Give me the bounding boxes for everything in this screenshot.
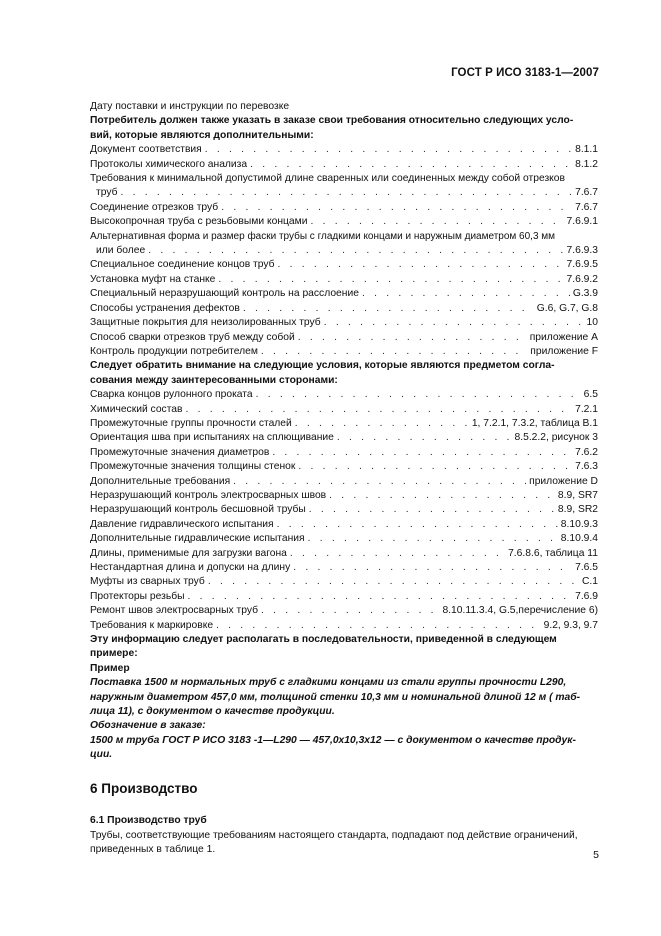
paragraph-line: Трубы, соответствующие требованиям настоящего стандарта, подпадают под действие ограничений, <box>90 829 578 841</box>
paragraph-line: Эту информацию следует располагать в последовательности, приведенной в следующем <box>90 634 557 646</box>
list-item-label: Требования к маркировке <box>90 619 214 631</box>
list-item <box>90 460 598 474</box>
leader-dots <box>272 446 572 460</box>
list-item-label: Протекторы резьбы <box>90 590 185 602</box>
list-item-ref: С.1 <box>581 576 598 588</box>
list-item-label: Муфты из сварных труб <box>90 576 205 588</box>
list-item <box>90 388 598 402</box>
paragraph-line: приведенных в таблице 1. <box>90 843 216 855</box>
list-item-label: Неразрушающий контроль бесшовной трубы <box>90 504 306 516</box>
list-item <box>90 273 598 287</box>
list-item <box>90 431 598 445</box>
list-item-ref: 8.10.11.3.4, G.5,перечисление 6) <box>442 605 598 617</box>
list-item <box>90 518 598 532</box>
paragraph-customer-requirements <box>90 114 598 143</box>
paragraph-line: Поставка 1500 м нормальных труб с гладкими концами из стали группы прочности L290, <box>90 677 567 689</box>
leader-dots <box>121 186 573 200</box>
list-item <box>90 590 598 604</box>
list-item-label: Сварка концов рулонного проката <box>90 389 253 401</box>
list-item <box>90 316 598 330</box>
list-item-ref: приложение А <box>529 331 598 343</box>
list-item-label: Установка муфт на станке <box>90 273 216 285</box>
leader-dots <box>278 258 564 272</box>
leader-dots <box>250 158 572 172</box>
paragraph-line: вий, которые являются дополнительными: <box>90 129 314 141</box>
list-item-label: Промежуточные значения толщины стенок <box>90 461 296 473</box>
list-item-label: Специальный неразрушающий контроль на расслоение <box>90 288 359 300</box>
leader-dots <box>324 316 584 330</box>
designation-title: Обозначение в заказе: <box>90 720 206 732</box>
list-item-label: Давление гидравлического испытания <box>90 518 274 530</box>
paragraph-agreement-conditions <box>90 359 598 388</box>
list-item <box>90 345 598 359</box>
list-item <box>90 619 598 633</box>
list-item-bevel <box>90 230 598 259</box>
list-item-label: Требования к минимальной допустимой длине сваренных или соединенных между собой отрезков <box>90 173 565 185</box>
list-item-ref: 7.6.7 <box>575 201 598 213</box>
list-item-ref: 9.2, 9.3, 9.7 <box>543 619 598 631</box>
page-content <box>90 100 598 857</box>
leader-dots <box>188 590 573 604</box>
paragraph-sequence-note <box>90 633 598 662</box>
list-item-ref: приложение D <box>529 475 598 487</box>
list-item-label: Способы устранения дефектов <box>90 302 240 314</box>
paragraph-line: примере: <box>90 648 138 660</box>
list-item-label: Промежуточные группы прочности сталей <box>90 417 292 429</box>
list-item-ref: 7.6.9.3 <box>566 245 598 257</box>
section-title: 6 Производство <box>90 780 198 796</box>
list-item <box>90 575 598 589</box>
designation-text <box>90 734 598 763</box>
list-item-label: Ориентация шва при испытаниях на сплющивание <box>90 432 334 444</box>
list-item <box>90 331 598 345</box>
leader-dots <box>208 575 579 589</box>
list-item-label: Протоколы химического анализа <box>90 158 248 170</box>
leader-dots <box>186 403 573 417</box>
list-item-ref: 7.6.9.5 <box>566 259 598 271</box>
list-item-ref: 8.10.9.3 <box>560 518 598 530</box>
list-item-ref: 7.6.5 <box>575 562 598 573</box>
list-item <box>90 446 598 460</box>
leader-dots <box>298 331 527 345</box>
list-item-ref: 8.9, SR7 <box>557 489 598 501</box>
leader-dots <box>256 388 581 402</box>
leader-dots <box>309 503 555 517</box>
list-item-label: Документ соответствия <box>90 144 202 156</box>
list-item-ref: 7.6.9.2 <box>566 273 598 285</box>
list-item-label: Высокопрочная труба с резьбовыми концами <box>90 216 308 228</box>
list-item <box>90 143 598 157</box>
leader-dots <box>261 604 439 618</box>
list-item <box>90 403 598 417</box>
list-item-ref: приложение F <box>530 345 598 357</box>
list-item-ref: 7.6.7 <box>575 187 598 199</box>
list-item-ref: G.3.9 <box>572 288 598 300</box>
list-item <box>90 561 598 575</box>
list-item-label: Длины, применимые для загрузки вагона <box>90 547 287 559</box>
leader-dots <box>337 431 512 445</box>
list-item-label: Ремонт швов электросварных труб <box>90 605 258 617</box>
leader-dots <box>218 273 563 287</box>
list-item-label: Дополнительные гидравлические испытания <box>90 533 305 545</box>
list-item-min-length <box>90 172 598 201</box>
leader-dots <box>233 475 526 489</box>
list-item-label: Промежуточные значения диаметров <box>90 446 270 458</box>
list-item-ref: 7.6.9.1 <box>566 216 598 228</box>
list-agreement-items <box>90 388 598 633</box>
list-item-label: Способ сварки отрезков труб между собой <box>90 331 295 343</box>
list-item <box>90 287 598 301</box>
paragraph-line: лица 11), с документом о качестве продукции. <box>90 706 335 718</box>
leader-dots <box>295 417 469 431</box>
paragraph-line: сования между заинтересованными сторонами: <box>90 374 338 386</box>
list-item <box>90 503 598 517</box>
list-item <box>90 215 598 229</box>
list-item-ref: 7.6.8.6, таблица 11 <box>508 547 598 559</box>
leader-dots <box>221 201 572 215</box>
list-item-ref: 8.9, SR2 <box>557 504 598 516</box>
paragraph-line: Следует обратить внимание на следующие условия, которые являются предметом согла- <box>90 360 555 372</box>
list-item <box>90 302 598 316</box>
list-item <box>90 475 598 489</box>
list-item-label: Химический состав <box>90 403 183 415</box>
leader-dots <box>243 302 534 316</box>
leader-dots <box>308 532 558 546</box>
list-item <box>90 258 598 272</box>
paragraph-line: 1500 м труба ГОСТ Р ИСО 3183 -1—L290 — 457,0x10,3x12 — с документом о качестве продук- <box>90 734 576 746</box>
list-item-label: Альтернативная форма и размер фаски трубы с гладкими концами и наружным диаметром 60,3 мм <box>90 230 556 242</box>
body-paragraph <box>90 829 598 858</box>
list-item-ref: 7.2.1 <box>575 403 598 415</box>
list-item-ref: 8.1.2 <box>575 158 598 170</box>
leader-dots <box>277 518 558 532</box>
paragraph-line: ции. <box>90 749 113 761</box>
list-item-label: или более <box>96 245 146 257</box>
leader-dots <box>293 561 572 575</box>
list-item <box>90 489 598 503</box>
leader-dots <box>205 143 572 157</box>
list-item-ref: 7.6.2 <box>575 446 598 458</box>
list-item-label: Защитные покрытия для неизолированных труб <box>90 317 321 329</box>
list-item-label: Контроль продукции потребителем <box>90 345 258 357</box>
leader-dots <box>362 287 570 301</box>
list-item <box>90 547 598 561</box>
list-item-label: Дополнительные требования <box>90 475 231 487</box>
list-item-ref: 8.1.1 <box>575 144 598 156</box>
list-item-ref: 8.10.9.4 <box>560 533 598 545</box>
page-header: ГОСТ Р ИСО 3183-1—2007 <box>451 67 599 79</box>
list-item-ref: 7.6.9 <box>575 590 598 602</box>
list-item-label: Специальное соединение концов труб <box>90 259 275 271</box>
leader-dots <box>290 547 505 561</box>
list-item-ref: 8.5.2.2, рисунок 3 <box>514 432 598 444</box>
list-item <box>90 604 598 618</box>
list-item-ref: 10 <box>586 317 598 329</box>
page-number: 5 <box>593 849 599 861</box>
example-title: Пример <box>90 662 130 674</box>
list-item-ref: G.6, G.7, G.8 <box>536 302 598 314</box>
leader-dots <box>148 244 563 258</box>
list-item-label: Неразрушающий контроль электросварных швов <box>90 489 327 501</box>
list-item-label: Нестандартная длина и допуски на длину <box>90 562 291 573</box>
example-text <box>90 676 598 719</box>
list-item-label: труб <box>96 187 118 199</box>
leader-dots <box>261 345 527 359</box>
leader-dots <box>310 215 563 229</box>
list-item <box>90 201 598 215</box>
leader-dots <box>216 619 541 633</box>
list-item-ref: 6.5 <box>583 389 598 401</box>
list-item <box>90 417 598 431</box>
leader-dots <box>298 460 572 474</box>
list-item-label: Соединение отрезков труб <box>90 201 219 213</box>
list-item-ref: 7.6.3 <box>575 461 598 473</box>
paragraph-line: Потребитель должен также указать в заказе свои требования относительно следующих усло- <box>90 115 574 127</box>
paragraph-line: наружным диаметром 457,0 мм, толщиной стенки 10,3 мм и номинальной длиной 12 м ( таб- <box>90 691 581 703</box>
list-item-ref: 1, 7.2.1, 7.3.2, таблица В.1 <box>471 417 598 429</box>
list-optional-requirements <box>90 143 598 359</box>
subsection-title: 6.1 Производство труб <box>90 815 207 827</box>
intro-line: Дату поставки и инструкции по перевозке <box>90 101 290 112</box>
leader-dots <box>329 489 555 503</box>
list-item <box>90 158 598 172</box>
list-item <box>90 532 598 546</box>
